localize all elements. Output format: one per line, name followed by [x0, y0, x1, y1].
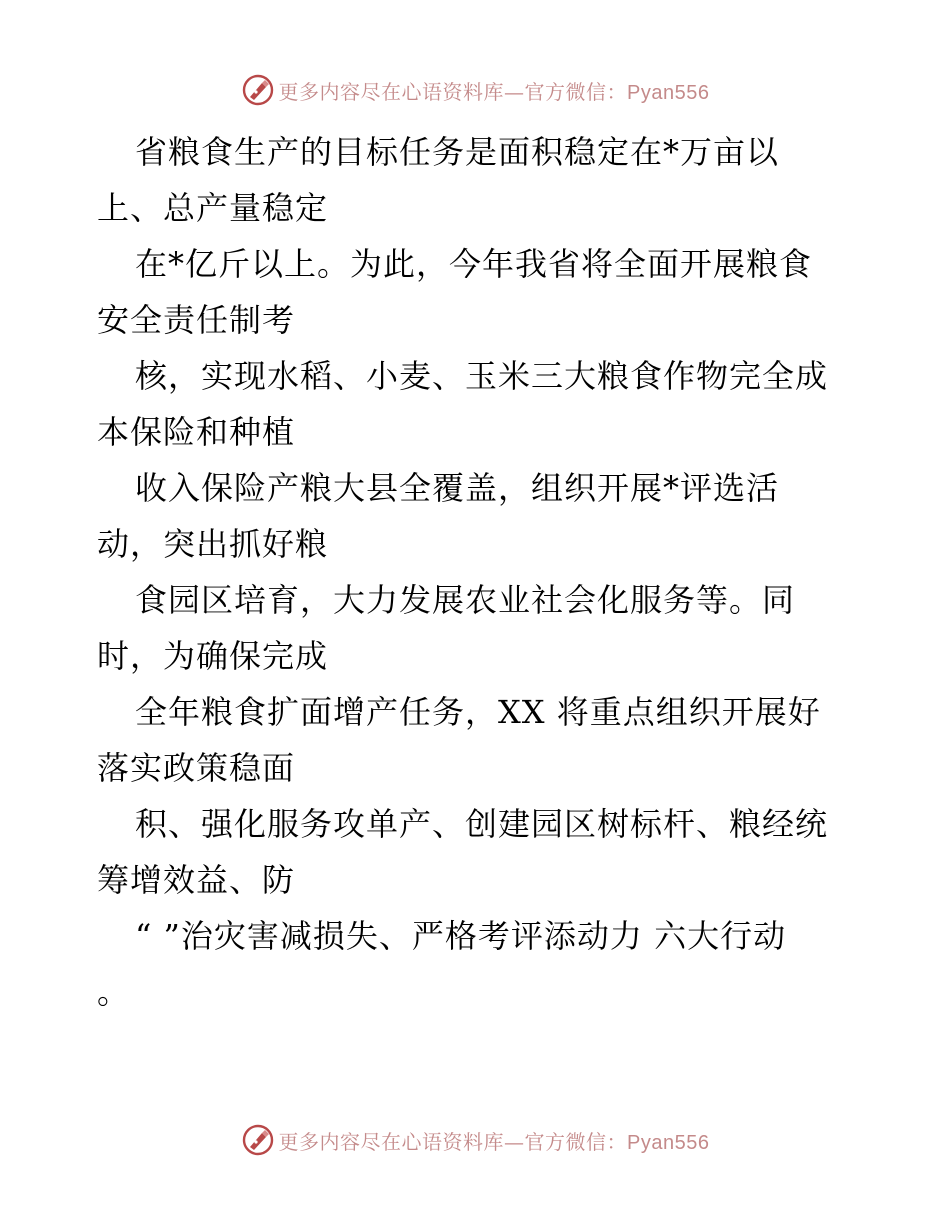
pen-nib-seal-icon — [241, 1123, 275, 1157]
watermark-wechat-id: Pyan556 — [627, 81, 710, 104]
paragraph-line: 。 — [97, 973, 131, 1011]
watermark-wechat-label: 官方微信： — [524, 1129, 628, 1154]
paragraph-line: 动，突出抓好粮 — [97, 525, 329, 563]
paragraph-line: 本保险和种植 — [97, 413, 296, 451]
watermark-separator: — — [504, 79, 525, 104]
watermark-site-name: 更多内容尽在心语资料库 — [278, 1129, 505, 1154]
paragraph-line: “ ”治灾害减损失、严格考评添动力 六大行动 — [135, 917, 787, 955]
paragraph-line: 全年粮食扩面增产任务，XX 将重点组织开展好 — [135, 693, 821, 731]
pen-nib-seal-icon — [241, 73, 275, 107]
paragraph-line: 积、强化服务攻单产、创建园区树标杆、粮经统 — [135, 805, 829, 843]
paragraph-line: 收入保险产粮大县全覆盖，组织开展*评选活 — [135, 469, 780, 507]
paragraph-line: 时，为确保完成 — [97, 637, 329, 675]
watermark-text — [279, 76, 710, 105]
paragraph-line: 上、总产量稳定 — [97, 189, 329, 227]
watermark-banner-bottom — [0, 1120, 950, 1160]
watermark-wechat-label: 官方微信： — [524, 79, 628, 104]
watermark-wechat-id: Pyan556 — [627, 1131, 710, 1154]
paragraph-line: 在*亿斤以上。为此，今年我省将全面开展粮食 — [135, 245, 813, 283]
watermark-site-name: 更多内容尽在心语资料库 — [278, 79, 505, 104]
watermark-text — [279, 1126, 710, 1155]
paragraph-line: 安全责任制考 — [97, 301, 296, 339]
watermark-separator: — — [504, 1129, 525, 1154]
watermark-banner-top — [0, 70, 950, 110]
paragraph-line: 食园区培育，大力发展农业社会化服务等。同 — [135, 581, 796, 619]
document-body — [97, 124, 857, 1020]
paragraph-line: 筹增效益、防 — [97, 861, 296, 899]
paragraph-line: 省粮食生产的目标任务是面积稳定在*万亩以 — [135, 133, 780, 171]
paragraph-line: 核，实现水稻、小麦、玉米三大粮食作物完全成 — [135, 357, 829, 395]
paragraph-line: 落实政策稳面 — [97, 749, 296, 787]
